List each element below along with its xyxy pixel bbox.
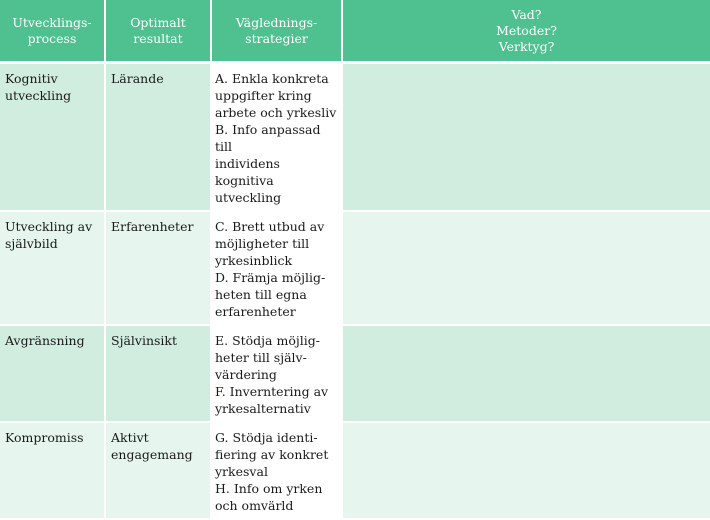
strategies-cell [212,423,343,520]
process-text: Utveckling av självbild [5,219,93,251]
header-strategies-line1: Väglednings- [235,14,318,30]
result-text: Lärande [111,71,164,86]
header-methods [343,0,710,64]
header-methods-line2: Metoder? [496,22,557,38]
result-cell [106,212,212,326]
strategy-line: värdering [215,367,277,382]
process-cell [0,64,106,212]
result-text: Erfarenheter [111,219,194,234]
strategy-line: D. Främja möjlig- [215,270,326,285]
header-process-line2: process [27,30,77,46]
header-methods-line3: Verktyg? [498,38,555,54]
table-row [0,64,710,212]
strategy-line: och omvärld [215,498,294,513]
header-process-line1: Utvecklings- [12,14,92,30]
strategy-line: yrkesalternativ [215,401,311,416]
methods-text [343,423,710,433]
strategy-line: B. Info anpassad till [215,122,321,154]
strategy-line: yrkesval [215,464,268,479]
result-cell [106,326,212,423]
strategies-cell [212,326,343,423]
result-cell [106,64,212,212]
table-row [0,423,710,520]
strategy-line: E. Stödja möjlig- [215,333,320,348]
header-result-line1: Optimalt [130,14,186,30]
process-cell [0,326,106,423]
methods-text [343,212,710,222]
methods-cell [343,212,710,326]
strategies-cell [212,212,343,326]
strategy-line: heten till egna [215,287,307,302]
strategy-line: A. Enkla konkreta [215,71,329,86]
result-cell [106,423,212,520]
header-methods-line1: Vad? [511,6,542,22]
strategy-line: erfarenheter [215,304,296,319]
result-text: Självinsikt [111,333,178,348]
strategy-line: uppgifter kring [215,88,312,103]
strategy-line: fiering av konkret [215,447,329,462]
methods-cell [343,423,710,520]
table-row [0,326,710,423]
process-cell [0,423,106,520]
strategy-line: H. Info om yrken [215,481,323,496]
header-row [0,0,710,64]
strategy-line: G. Stödja identi- [215,430,318,445]
process-text: Kompromiss [5,430,84,445]
strategy-line: heter till själv- [215,350,307,365]
strategy-line: individens kognitiva [215,156,280,188]
process-text: Avgränsning [5,333,85,348]
strategy-line: yrkesinblick [215,253,293,268]
strategy-line: arbete och yrkesliv [215,105,337,120]
table-row [0,212,710,326]
strategy-line: möjligheter till [215,236,310,251]
process-cell [0,212,106,326]
strategy-line: F. Inverntering av [215,384,329,399]
methods-cell [343,326,710,423]
header-strategies [212,0,343,64]
header-process [0,0,106,64]
strategy-line: utveckling [215,190,282,205]
strategies-cell [212,64,343,212]
methods-text [343,64,710,74]
header-strategies-line2: strategier [245,30,308,46]
process-text: Kognitiv utveckling [5,71,72,103]
strategy-line: C. Brett utbud av [215,219,325,234]
header-result-line2: resultat [133,30,183,46]
methods-cell [343,64,710,212]
methods-text [343,326,710,336]
result-text: Aktivt engagemang [111,430,193,462]
header-result [106,0,212,64]
